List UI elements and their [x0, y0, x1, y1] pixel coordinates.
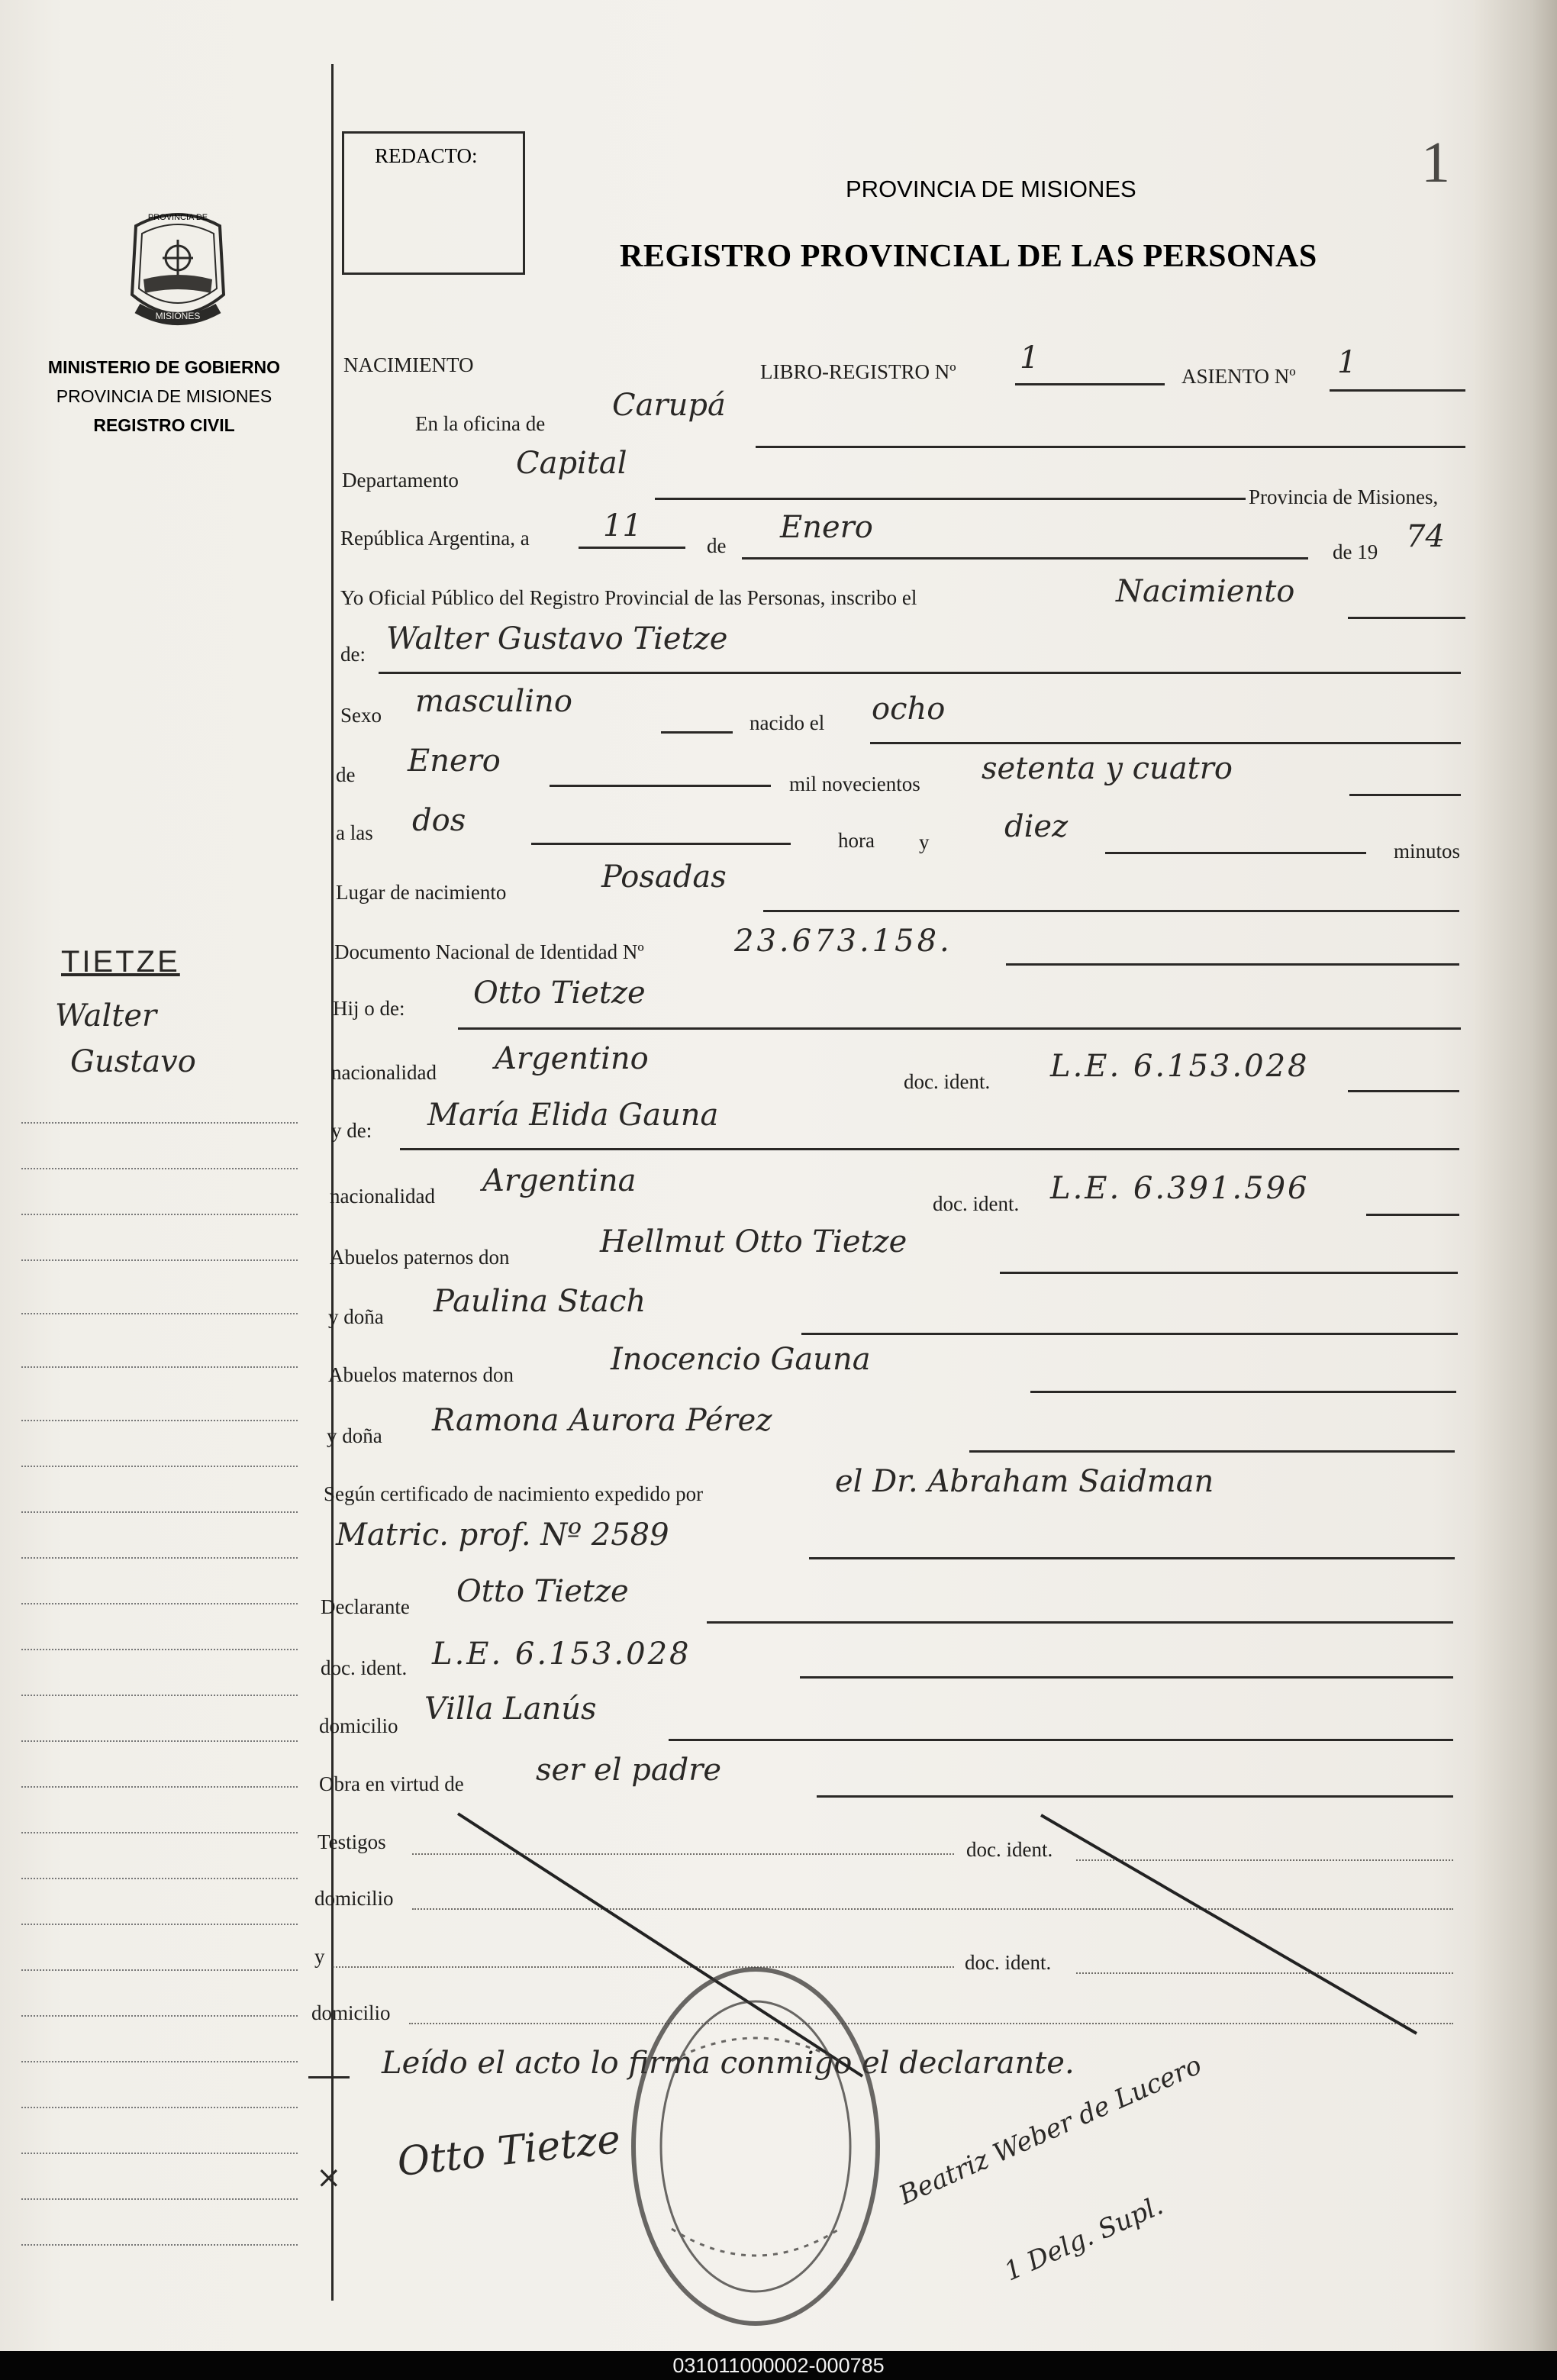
ydona-mat-label: y doña [327, 1424, 382, 1447]
anio-nac-value: setenta y cuatro [982, 751, 1233, 786]
domicilio2-label: domicilio [314, 1887, 394, 1910]
dia-value: 11 [603, 508, 642, 543]
domicilio-value: Villa Lanús [424, 1691, 597, 1727]
departamento-value: Capital [516, 446, 627, 481]
registry-title: REGISTRO PROVINCIAL DE LAS PERSONAS [620, 239, 1317, 274]
dni-value: 23.673.158. [734, 924, 953, 959]
obra-label: Obra en virtud de [319, 1772, 464, 1795]
declarante-value: Otto Tietze [456, 1574, 629, 1609]
asiento-value: 1 [1337, 345, 1357, 380]
margin-name2: Gustavo [70, 1044, 196, 1079]
redacto-label: REDACTO: [375, 144, 478, 167]
hora-label: hora [838, 829, 875, 852]
doc-decl-label: doc. ident. [321, 1656, 408, 1679]
ministry-line3: REGISTRO CIVIL [93, 415, 235, 435]
seal-bottom-text: MISIONES [155, 311, 201, 321]
ministry-line1: MINISTERIO DE GOBIERNO [47, 357, 281, 377]
doc-padre-label: doc. ident. [904, 1070, 991, 1093]
provincia-suffix: Provincia de Misiones, [1249, 485, 1439, 508]
lugar-value: Posadas [601, 859, 727, 895]
ydona-pat-label: y doña [328, 1305, 384, 1328]
act-type-label: NACIMIENTO [343, 353, 474, 376]
mes-nac-value: Enero [408, 743, 501, 779]
nac-padre-value: Argentino [495, 1041, 649, 1076]
de-nombre-label: de: [340, 643, 366, 666]
minutos-value: diez [1004, 809, 1069, 844]
republica-label: República Argentina, a [340, 527, 530, 550]
ab-pat-dona-value: Paulina Stach [434, 1284, 646, 1319]
libro-value: 1 [1020, 340, 1040, 376]
declarante-signature: Otto Tietze [395, 2116, 623, 2186]
acta-value: Nacimiento [1116, 574, 1295, 609]
yde-label: y de: [331, 1119, 372, 1142]
matric-value: Matric. prof. Nº 2589 [336, 1517, 669, 1553]
sexo-label: Sexo [340, 704, 382, 727]
document-id-footer: 031011000002-000785 [0, 2351, 1557, 2380]
oficina-label: En la oficina de [415, 412, 546, 435]
domicilio3-label: domicilio [311, 2001, 391, 2024]
ab-mat-don-value: Inocencio Gauna [611, 1342, 871, 1377]
anio-value: 74 [1406, 519, 1445, 554]
oficial-text: Yo Oficial Público del Registro Provincial de las Personas, inscribo el [340, 586, 917, 609]
nombre-value: Walter Gustavo Tietze [386, 621, 728, 656]
doc-madre-label: doc. ident. [933, 1192, 1020, 1215]
madre-value: María Elida Gauna [427, 1098, 719, 1133]
ab-mat-label: Abuelos maternos don [328, 1363, 514, 1386]
testigo2-doc-label: doc. ident. [965, 1951, 1052, 1974]
declarante-label: Declarante [321, 1595, 410, 1618]
doc-padre-value: L.E. 6.153.028 [1050, 1049, 1310, 1084]
padre-value: Otto Tietze [473, 976, 646, 1011]
hijo-label: Hij o de: [333, 997, 405, 1020]
doc-decl-value: L.E. 6.153.028 [432, 1637, 691, 1672]
mes-value: Enero [780, 510, 873, 545]
anio-prefix: de 19 [1333, 540, 1378, 563]
margin-name1: Walter [55, 998, 157, 1034]
registry-stamp-icon [633, 1969, 878, 2324]
nac-madre-label: nacionalidad [330, 1185, 435, 1208]
margin-surname: TIETZE [61, 945, 180, 979]
de-label: de [707, 534, 727, 557]
official-signature: Beatriz Weber de Lucero [895, 2049, 1207, 2211]
oficina-value: Carupá [612, 388, 726, 423]
mil-label: mil novecientos [789, 772, 920, 795]
nacido-label: nacido el [749, 711, 825, 734]
cert-value: el Dr. Abraham Saidman [835, 1464, 1214, 1499]
cert-label: Según certificado de nacimiento expedido por [324, 1482, 704, 1505]
nac-padre-label: nacionalidad [331, 1061, 437, 1084]
nacido-value: ocho [872, 692, 946, 727]
ministry-line2: PROVINCIA DE MISIONES [56, 386, 272, 406]
ab-pat-don-value: Hellmut Otto Tietze [600, 1224, 907, 1259]
y2-label: y [314, 1945, 325, 1968]
seal-top-text: PROVINCIA DE [147, 213, 208, 222]
dni-label: Documento Nacional de Identidad Nº [334, 940, 644, 963]
horas-value: dos [412, 803, 466, 838]
obra-value: ser el padre [536, 1753, 722, 1788]
page-number: 1 [1421, 131, 1450, 195]
closing-text: Leído el acto lo firma conmigo el declarante. [382, 2046, 1075, 2081]
doc-madre-value: L.E. 6.391.596 [1050, 1171, 1310, 1206]
nac-madre-value: Argentina [482, 1163, 637, 1198]
minutos-label: minutos [1394, 840, 1461, 863]
libro-label: LIBRO-REGISTRO Nº [760, 360, 956, 383]
signature-mark: × [316, 2160, 342, 2195]
departamento-label: Departamento [342, 469, 459, 492]
a-las-label: a las [336, 821, 373, 844]
y-label: y [919, 830, 930, 853]
ab-mat-dona-value: Ramona Aurora Pérez [432, 1403, 772, 1438]
ab-pat-label: Abuelos paternos don [330, 1246, 510, 1269]
testigos-label: Testigos [318, 1830, 386, 1853]
province-heading: PROVINCIA DE MISIONES [846, 176, 1136, 202]
lugar-label: Lugar de nacimiento [336, 881, 507, 904]
de-mes-label: de [336, 763, 356, 786]
official-role: 1 Delg. Supl. [1000, 2190, 1168, 2288]
cancel-stroke-right [1041, 1815, 1417, 2033]
sexo-value: masculino [415, 684, 572, 719]
testigo-doc-label: doc. ident. [966, 1838, 1053, 1861]
domicilio-label: domicilio [319, 1714, 398, 1737]
asiento-label: ASIENTO Nº [1181, 365, 1296, 388]
